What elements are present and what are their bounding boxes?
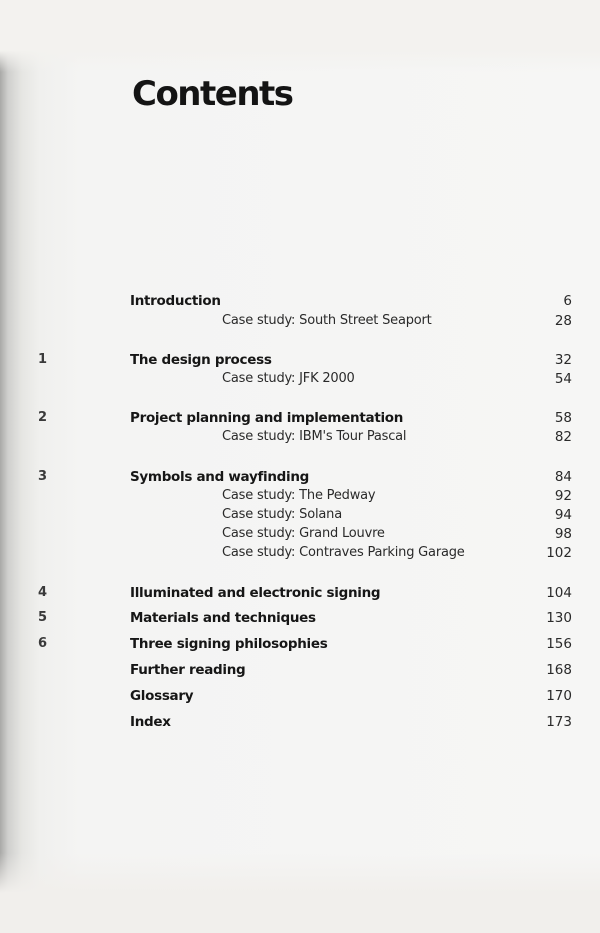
toc-case-study[interactable] [0,427,600,447]
page-title: Contents [132,74,293,114]
chapter-number: 3 [38,469,48,484]
toc-case-study[interactable] [0,369,600,389]
toc-entry-chapter-6[interactable] [0,634,600,654]
page-number: 170 [546,688,572,704]
page-number: 84 [554,469,572,485]
page-number: 173 [546,714,572,730]
toc-entry-further-reading[interactable] [0,660,600,680]
chapter-title: Further reading [130,662,246,678]
toc-entry-introduction[interactable] [0,291,600,311]
page-number: 98 [554,526,572,542]
toc-case-study[interactable] [0,505,600,525]
chapter-number: 5 [38,610,48,625]
chapter-number: 1 [38,352,48,367]
chapter-title: Materials and techniques [130,610,316,626]
toc-entry-index[interactable] [0,712,600,732]
toc-case-study[interactable] [0,486,600,506]
page-number: 94 [554,507,572,523]
page-number: 6 [563,293,572,309]
toc-entry-chapter-5[interactable] [0,608,600,628]
toc-case-study[interactable] [0,543,600,563]
toc-entry-glossary[interactable] [0,686,600,706]
case-study-title: Case study: IBM's Tour Pascal [222,429,407,444]
case-study-title: Case study: South Street Seaport [222,313,432,328]
case-study-title: Case study: Solana [222,507,342,522]
page-number: 168 [546,662,572,678]
toc-entry-chapter-1[interactable] [0,350,600,370]
chapter-number: 2 [38,410,48,425]
page-number: 54 [554,371,572,387]
case-study-title: Case study: JFK 2000 [222,371,355,386]
chapter-title: Introduction [130,293,221,309]
page-number: 156 [546,636,572,652]
case-study-title: Case study: The Pedway [222,488,376,503]
chapter-title: The design process [130,352,272,368]
page-number: 92 [554,488,572,504]
toc-entry-chapter-3[interactable] [0,467,600,487]
page-number: 58 [554,410,572,426]
chapter-title: Index [130,714,171,730]
toc-case-study[interactable] [0,524,600,544]
chapter-title: Three signing philosophies [130,636,328,652]
page-number: 28 [554,313,572,329]
chapter-title: Symbols and wayfinding [130,469,310,485]
chapter-number: 4 [38,585,48,600]
case-study-title: Case study: Grand Louvre [222,526,385,541]
chapter-title: Project planning and implementation [130,410,404,426]
page-number: 82 [554,429,572,445]
case-study-title: Case study: Contraves Parking Garage [222,545,465,560]
chapter-title: Glossary [130,688,194,704]
chapter-number: 6 [38,636,48,651]
page-number: 104 [546,585,572,601]
toc-entry-chapter-2[interactable] [0,408,600,428]
toc-entry-chapter-4[interactable] [0,583,600,603]
page-number: 130 [546,610,572,626]
toc-case-study[interactable] [0,311,600,331]
page-number: 32 [554,352,572,368]
page-number: 102 [546,545,572,561]
chapter-title: Illuminated and electronic signing [130,585,381,601]
